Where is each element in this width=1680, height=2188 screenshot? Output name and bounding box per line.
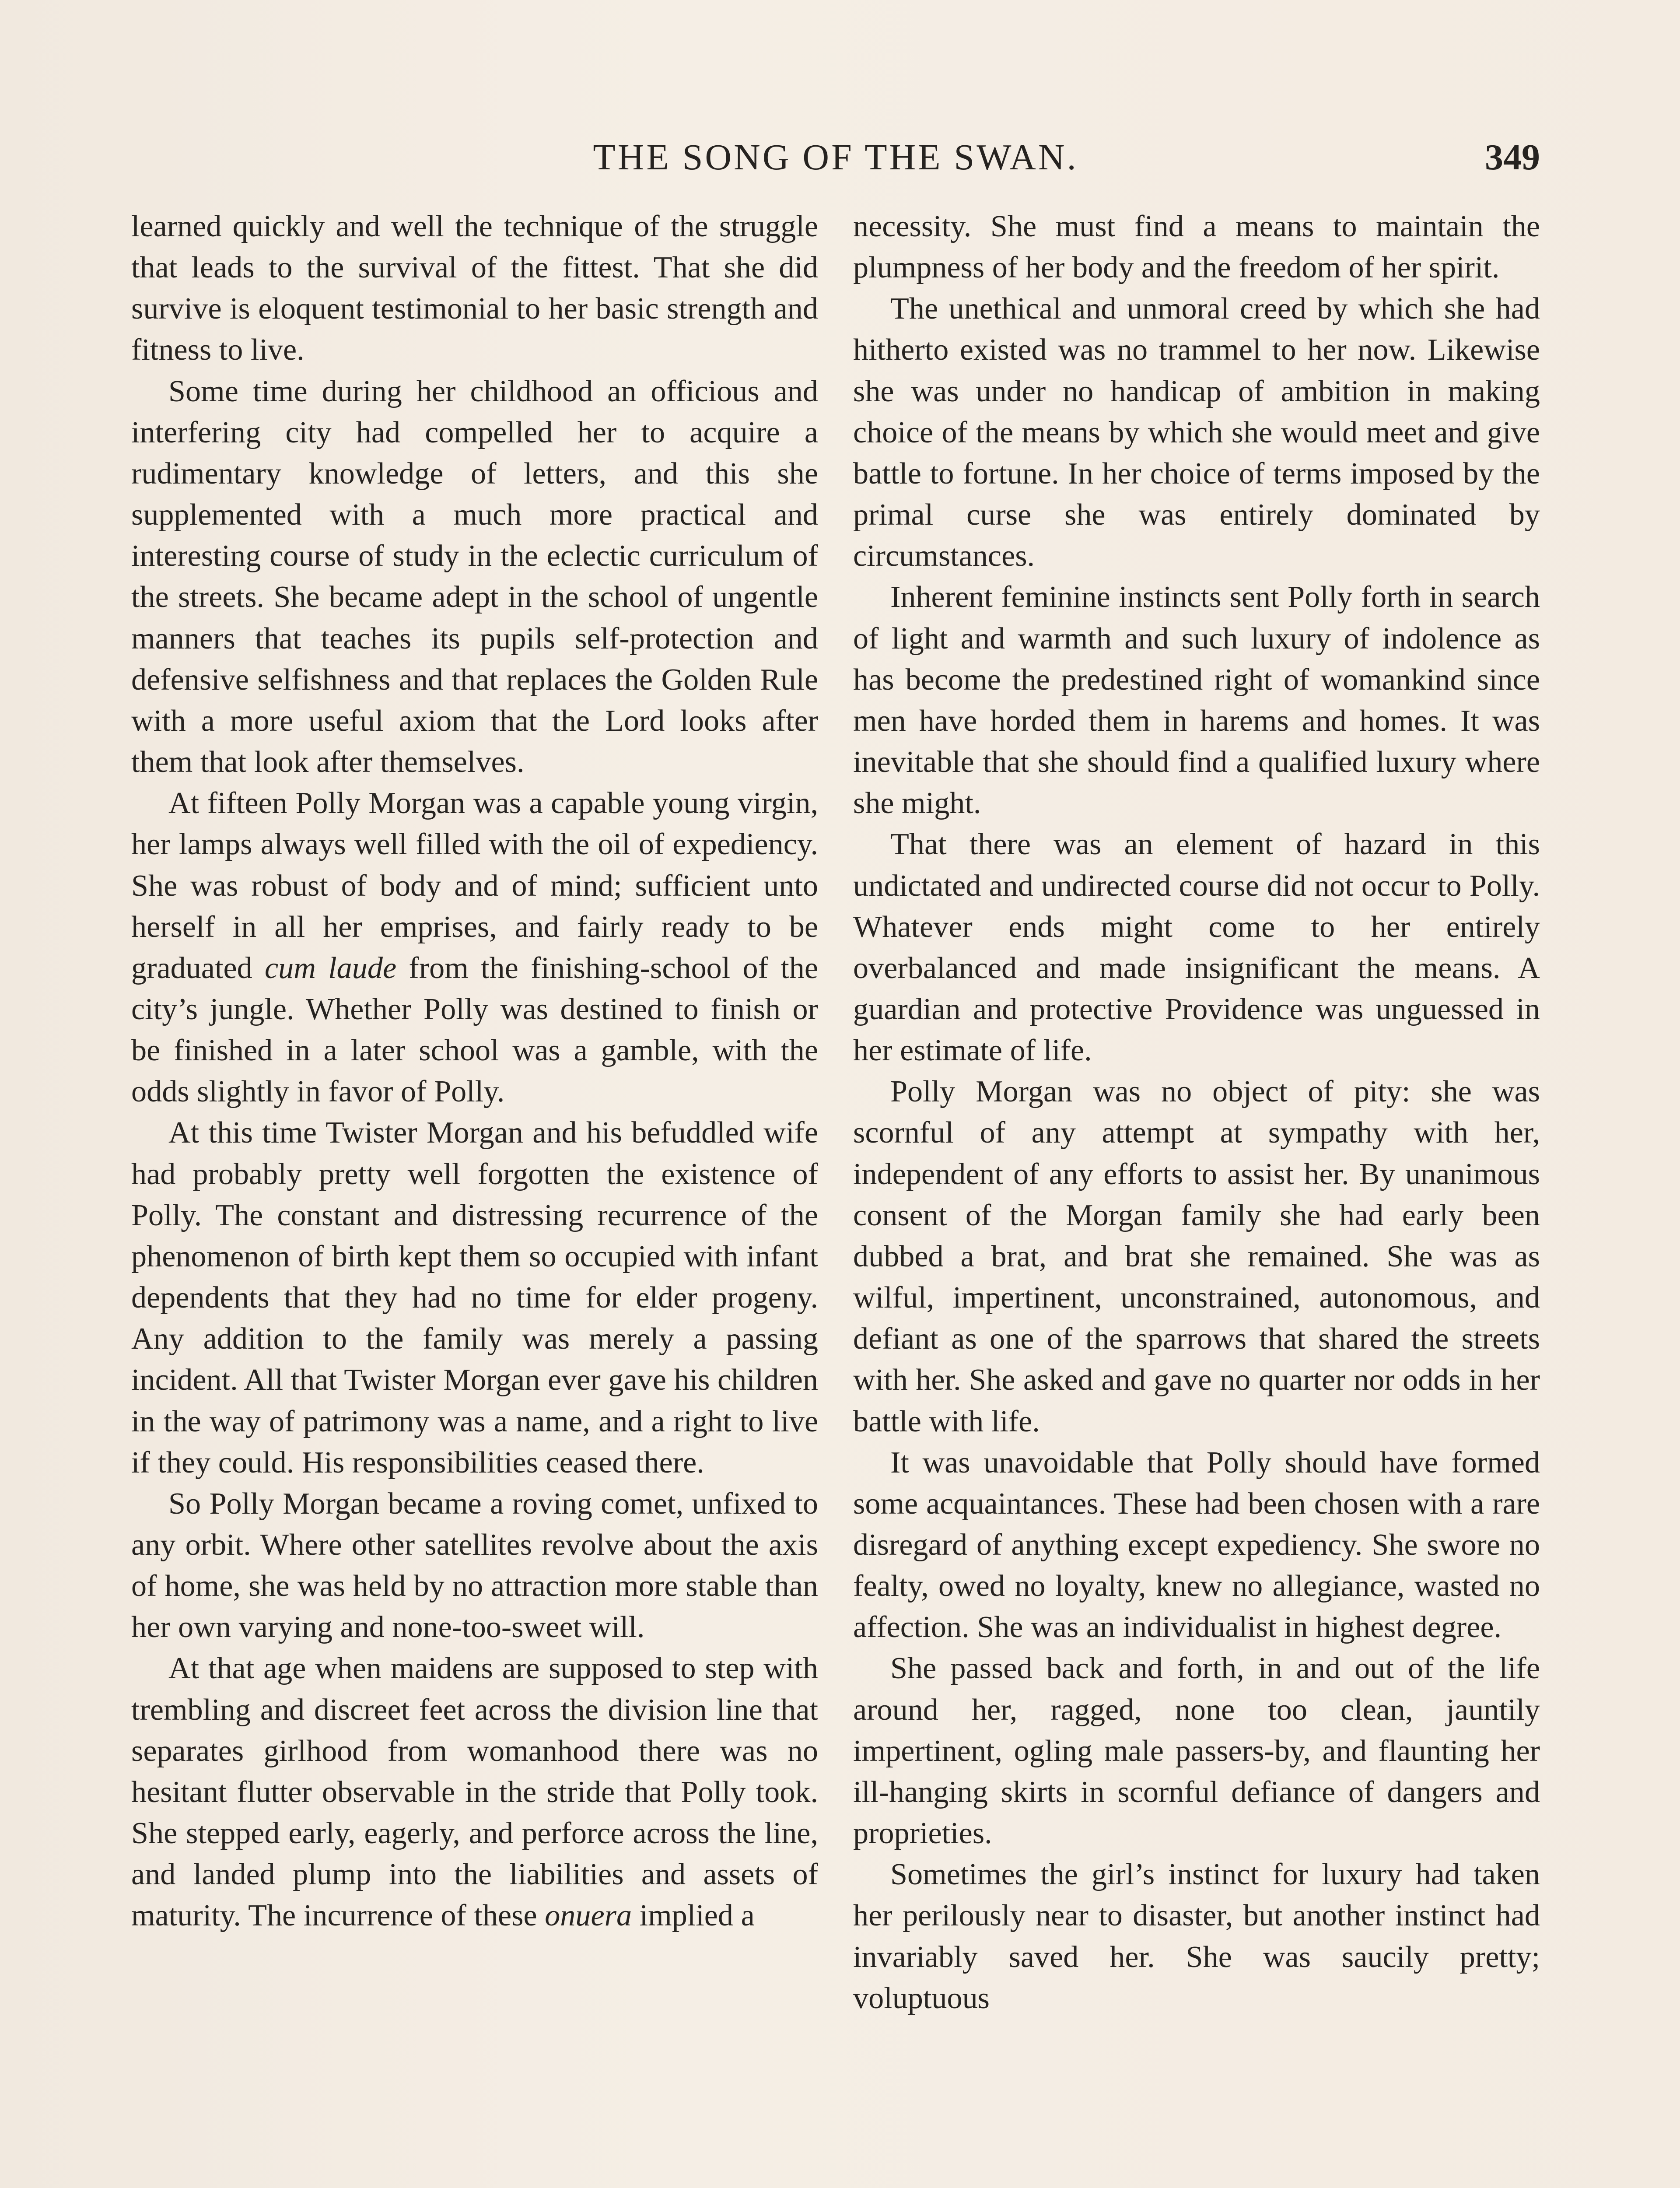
page-number: 349 [1485, 137, 1540, 178]
paragraph: The unethical and unmoral creed by which she had hitherto existed was no trammel to her now. Likewise she was under no handicap of ambition in making choice of the means by which she would meet and give battle to fortune. In her choice of terms imposed by the primal curse she was entirely dominated by circumstances. [853, 291, 1540, 573]
paragraph [131, 782, 818, 1112]
paragraph: So Polly Morgan became a roving comet, unfixed to any orbit. Where other satellites revolve about the axis of home, she was held by no attraction more stable than her own varying and none-too-sweet will. [131, 1486, 818, 1645]
page-header [131, 133, 1540, 182]
paragraph: necessity. She must find a means to maintain the plumpness of her body and the freedom of her spirit. [853, 209, 1540, 285]
paragraph: At this time Twister Morgan and his befuddled wife had probably pretty well forgotten the existence of Polly. The constant and distressing recurrence of the phenomenon of birth kept them so occupied with infant dependents that they had no time for elder progeny. Any addition to the family was merely a passing incident. All that Twister Morgan ever gave his children in the way of patrimony was a name, and a right to live if they could. His responsibilities ceased there. [131, 1115, 818, 1480]
running-title: THE SONG OF THE SWAN. [593, 137, 1078, 178]
paragraph-text: At that age when maidens are supposed to step with trembling and discreet feet across the division line that separates girlhood from womanhood there was no hesitant flutter observable in the stride that Polly took. She stepped early, eagerly, and perforce across the line, and landed plump into the liabilities and assets of maturity. The incurrence of these [131, 1651, 818, 1933]
paragraph [131, 1648, 818, 1936]
paragraph: It was unavoidable that Polly should have formed some acquaintances. These had been chosen with a rare disregard of anything except expediency. She swore no fealty, owed no loyalty, knew no allegiance, wasted no affection. She was an individualist in highest degree. [853, 1445, 1540, 1645]
paragraph: Sometimes the girl’s instinct for luxury had taken her perilously near to disaster, but another instinct had invariably saved her. She was saucily pretty; voluptuous [853, 1857, 1540, 2015]
italic-phrase: cum laude [264, 950, 397, 985]
paragraph-text: At fifteen Polly Morgan was a capable young virgin, her lamps always well filled with the oil of expediency. She was robust of body and of mind; sufficient unto herself in all her emprises, and fairly ready to be graduated [131, 786, 818, 985]
paragraph: Inherent feminine instincts sent Polly forth in search of light and warmth and such luxury of indolence as has become the predestined right of womankind since men have horded them in harems and homes. It was inevitable that she should find a qualified luxury where she might. [853, 580, 1540, 820]
italic-word: onuera [545, 1898, 632, 1933]
paragraph: That there was an element of hazard in this undictated and undirected course did not occur to Polly. Whatever ends might come to her entirely overbalanced and made insignificant the means. A guardian and protective Providence was unguessed in her estimate of life. [853, 827, 1540, 1068]
right-column [853, 206, 1540, 2019]
paragraph-text: implied a [632, 1898, 755, 1933]
left-column [131, 206, 818, 1936]
paragraph: Some time during her childhood an officious and interfering city had compelled her to acquire a rudimentary knowledge of letters, and this she supplemented with a much more practical and interesting course of study in the eclectic curriculum of the streets. She became adept in the school of ungentle manners that teaches its pupils self-protection and defensive selfishness and that replaces the Golden Rule with a more useful axiom that the Lord looks after them that look after themselves. [131, 374, 818, 779]
paragraph: Polly Morgan was no object of pity: she was scornful of any attempt at sympathy with her, independent of any efforts to assist her. By unanimous consent of the Morgan family she had early been dubbed a brat, and brat she remained. She was as wilful, impertinent, unconstrained, autonomous, and defiant as one of the sparrows that shared the streets with her. She asked and gave no quarter nor odds in her battle with life. [853, 1074, 1540, 1438]
paragraph: She passed back and forth, in and out of the life around her, ragged, none too clean, jauntily impertinent, ogling male passers-by, and flaunting her ill-hanging skirts in scornful defiance of dangers and proprieties. [853, 1651, 1540, 1851]
paragraph: learned quickly and well the technique of the struggle that leads to the survival of the fittest. That she did survive is eloquent testimonial to her basic strength and fitness to live. [131, 209, 818, 367]
paragraph-text: from the finishing-school of the city’s jungle. Whether Polly was destined to finish or be finished in a later school was a gamble, with the odds slightly in favor of Polly. [131, 950, 818, 1109]
